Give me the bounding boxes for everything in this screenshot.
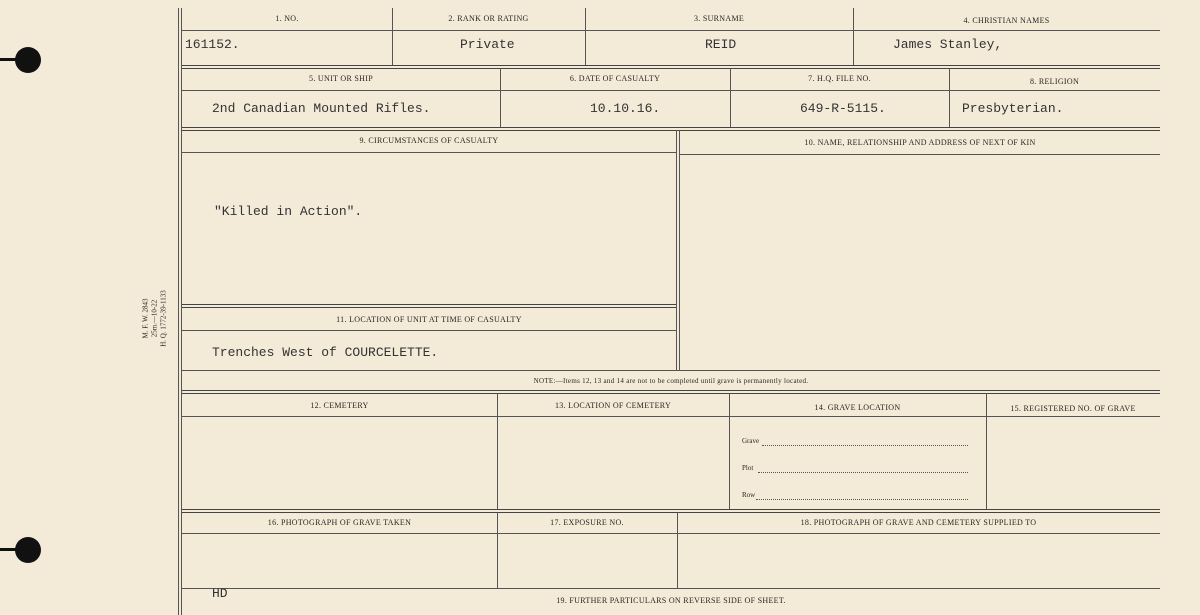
value-surname: REID (705, 37, 737, 52)
column-divider (679, 130, 680, 370)
initials: HD (212, 586, 228, 601)
plot-field-label: Plot (742, 464, 754, 472)
label-religion: 8. RELIGION (1029, 77, 1080, 86)
row-field-line (756, 499, 968, 500)
double-rule (182, 509, 1160, 513)
value-unit: 2nd Canadian Mounted Rifles. (212, 101, 431, 116)
label-surname: 3. SURNAME (693, 14, 745, 23)
label-photo-supplied: 18. PHOTOGRAPH OF GRAVE AND CEMETERY SUPPLIED TO (800, 518, 1037, 527)
label-cemetery: 12. CEMETERY (310, 401, 369, 410)
column-divider (676, 130, 677, 370)
label-circumstances: 9. CIRCUMSTANCES OF CASUALTY (359, 136, 499, 145)
row-field-label: Row (742, 491, 756, 499)
rule (182, 370, 1160, 371)
label-photo-taken: 16. PHOTOGRAPH OF GRAVE TAKEN (267, 518, 412, 527)
rule (182, 90, 1160, 91)
label-unit: 5. UNIT OR SHIP (309, 74, 373, 83)
label-rank: 2. RANK OR RATING (448, 14, 529, 23)
value-date: 10.10.16. (590, 101, 661, 116)
label-grave-location: 14. GRAVE LOCATION (814, 403, 901, 412)
grave-field-line (762, 445, 968, 446)
value-religion: Presbyterian. (962, 101, 1064, 116)
form-code-line: H. Q. 1772-39-1133 (159, 290, 168, 347)
label-registered-no: 15. REGISTERED NO. OF GRAVE (1010, 404, 1136, 413)
rule (182, 416, 1160, 417)
note: NOTE:—Items 12, 13 and 14 are not to be completed until grave is permanently located. (533, 377, 809, 385)
label-cemetery-location: 13. LOCATION OF CEMETERY (554, 401, 672, 410)
column-divider (497, 393, 498, 509)
label-file-no: 7. H.Q. FILE NO. (808, 74, 871, 83)
label-date: 6. DATE OF CASUALTY (569, 74, 661, 83)
rule (182, 330, 676, 331)
rule (182, 533, 1160, 534)
label-no: 1. NO. (275, 14, 299, 23)
grave-field-label: Grave (742, 437, 760, 445)
double-rule (182, 390, 1160, 394)
rule (680, 154, 1160, 155)
margin-rule (178, 8, 179, 615)
rule (182, 30, 1160, 31)
label-christian-names: 4. CHRISTIAN NAMES (963, 16, 1050, 25)
value-rank: Private (460, 37, 515, 52)
label-location: 11. LOCATION OF UNIT AT TIME OF CASUALTY (336, 315, 522, 324)
double-rule (182, 127, 1160, 131)
punch-hole (15, 47, 41, 73)
double-rule (182, 65, 1160, 69)
value-circumstances: "Killed in Action". (214, 204, 363, 219)
value-christian-names: James Stanley, (893, 37, 1003, 52)
plot-field-line (758, 472, 968, 473)
value-location: Trenches West of COURCELETTE. (212, 345, 439, 360)
form-code-line: M. F. W. 2843 (141, 298, 150, 339)
form-code-line: 25m.—10-22 (150, 299, 159, 338)
rule (182, 152, 676, 153)
punch-hole (15, 537, 41, 563)
label-exposure-no: 17. EXPOSURE NO. (550, 518, 624, 527)
label-next-of-kin: 10. NAME, RELATIONSHIP AND ADDRESS OF NEXT OF KIN (804, 138, 1036, 147)
double-rule (182, 304, 676, 308)
rule (182, 588, 1160, 589)
footer-note: 19. FURTHER PARTICULARS ON REVERSE SIDE OF SHEET. (556, 596, 786, 605)
value-file-no: 649-R-5115. (800, 101, 886, 116)
form-code (142, 274, 169, 364)
value-no: 161152. (185, 37, 240, 52)
